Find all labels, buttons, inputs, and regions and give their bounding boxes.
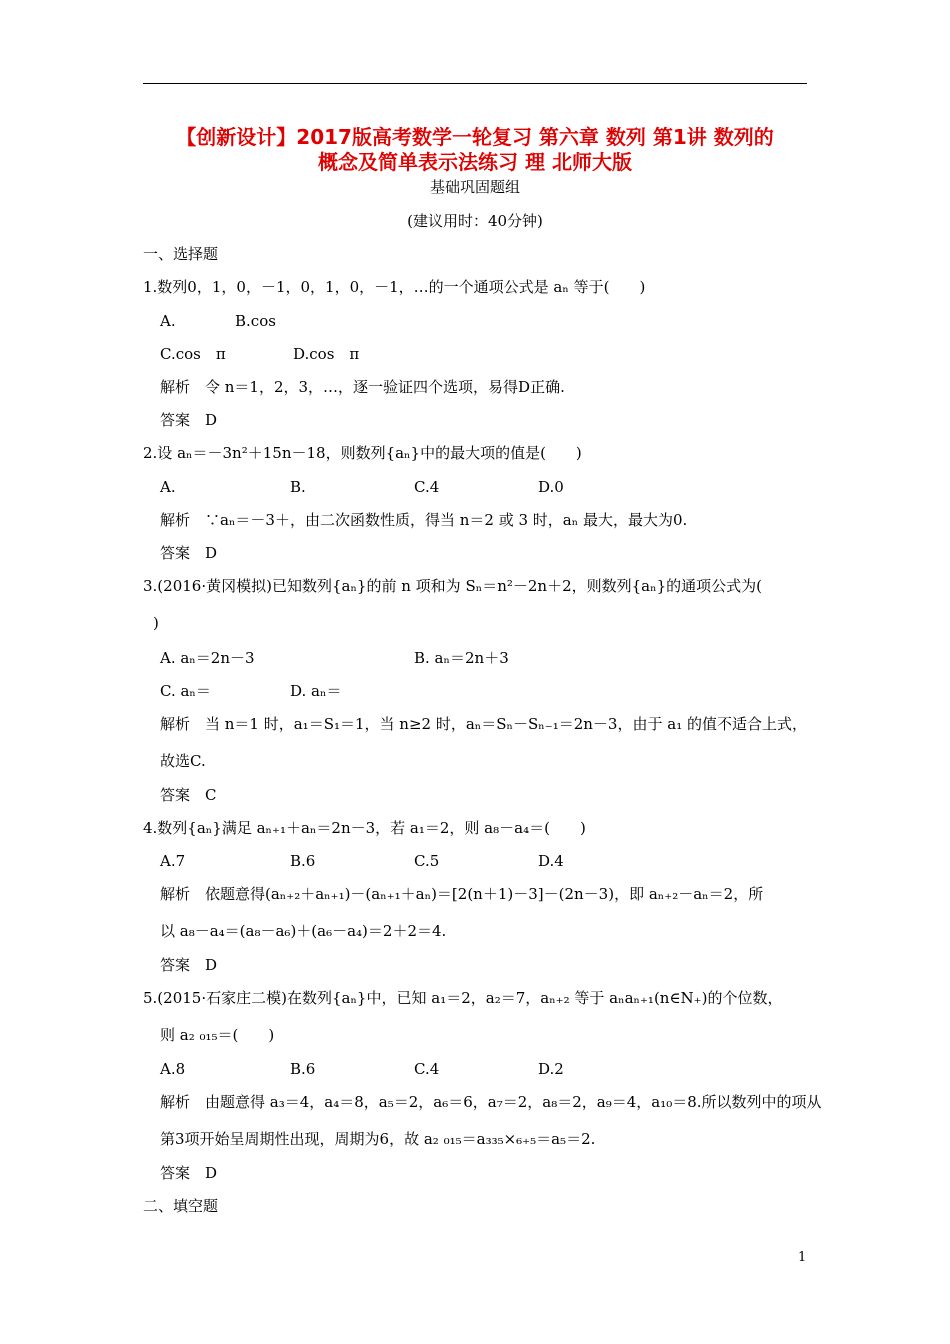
q3-stem: 3.(2016·黄冈模拟)已知数列{aₙ}的前 n 项和为 Sₙ＝n²－2n＋2，则数列{aₙ}的通项公式为( (143, 577, 763, 595)
q2-option-b: B. (290, 478, 306, 496)
q5-option-a: A.8 (160, 1060, 186, 1078)
q4-option-d: D.4 (538, 852, 564, 870)
q2-option-a: A. (160, 478, 176, 496)
q5-option-b: B.6 (290, 1060, 316, 1078)
q4-option-c: C.5 (414, 852, 440, 870)
q2-option-d: D.0 (538, 478, 564, 496)
q5-answer: 答案 D (160, 1164, 218, 1182)
q4-answer: 答案 D (160, 956, 218, 974)
q3-analysis: 解析 当 n＝1 时，a₁＝S₁＝1，当 n≥2 时，aₙ＝Sₙ－Sₙ₋₁＝2n－3，由于 a₁ 的值不适合上式， (160, 715, 807, 733)
q1-option-d: D.cos π (293, 345, 360, 363)
suggested-time: (建议用时：40分钟) (407, 212, 543, 230)
q3-option-b: B. aₙ＝2n＋3 (414, 649, 509, 667)
q1-option-b: B.cos (235, 312, 276, 330)
q1-answer: 答案 D (160, 411, 218, 429)
q1-stem: 1.数列0，1，0，－1，0，1，0，－1，…的一个通项公式是 aₙ 等于( ) (143, 278, 646, 296)
q1-option-c: C.cos π (160, 345, 226, 363)
q5-stem-cont: 则 a₂ ₀₁₅＝( ) (160, 1026, 275, 1044)
q2-option-c: C.4 (414, 478, 440, 496)
q3-option-a: A. aₙ＝2n－3 (160, 649, 255, 667)
q3-answer: 答案 C (160, 786, 217, 804)
q3-analysis-cont: 故选C. (160, 752, 206, 770)
q4-option-a: A.7 (160, 852, 186, 870)
exercise-group-label: 基础巩固题组 (429, 178, 520, 196)
q4-option-b: B.6 (290, 852, 316, 870)
q5-analysis: 解析 由题意得 a₃＝4，a₄＝8，a₅＝2，a₆＝6，a₇＝2，a₈＝2，a₉＝4，a₁₀＝8.所以数列中的项从 (160, 1093, 822, 1111)
q5-option-c: C.4 (414, 1060, 440, 1078)
q4-analysis: 解析 依题意得(aₙ₊₂＋aₙ₊₁)－(aₙ₊₁＋aₙ)＝[2(n＋1)－3]－(2n－3)，即 aₙ₊₂－aₙ＝2，所 (160, 885, 764, 903)
page-number: 1 (798, 1250, 807, 1265)
q3-option-d: D. aₙ＝ (290, 682, 342, 700)
q2-answer: 答案 D (160, 544, 218, 562)
section-heading-choice: 一、选择题 (143, 245, 219, 263)
q3-stem-end: ) (153, 614, 159, 632)
q1-analysis: 解析 令 n＝1，2，3，…，逐一验证四个选项，易得D正确. (160, 378, 565, 396)
q1-option-a: A. (160, 312, 176, 330)
q4-analysis-cont: 以 a₈－a₄＝(a₈－a₆)＋(a₆－a₄)＝2＋2＝4. (160, 922, 447, 940)
document-title-line1: 【创新设计】2017版高考数学一轮复习 第六章 数列 第1讲 数列的 (176, 125, 774, 149)
header-rule (143, 83, 807, 84)
q2-analysis: 解析 ∵aₙ＝－3＋，由二次函数性质，得当 n＝2 或 3 时，aₙ 最大，最大为0. (160, 511, 688, 529)
q5-option-d: D.2 (538, 1060, 564, 1078)
document-title-line2: 概念及简单表示法练习 理 北师大版 (318, 150, 632, 174)
q4-stem: 4.数列{aₙ}满足 aₙ₊₁＋aₙ＝2n－3，若 a₁＝2，则 a₈－a₄＝( ) (143, 819, 586, 837)
q3-option-c: C. aₙ＝ (160, 682, 211, 700)
q5-stem: 5.(2015·石家庄二模)在数列{aₙ}中，已知 a₁＝2，a₂＝7，aₙ₊₂ 等于 aₙaₙ₊₁(n∈N₊)的个位数， (143, 989, 783, 1007)
q2-stem: 2.设 aₙ＝－3n²＋15n－18，则数列{aₙ}中的最大项的值是( ) (143, 444, 582, 462)
section-heading-fill: 二、填空题 (143, 1197, 219, 1215)
q5-analysis-cont: 第3项开始呈周期性出现，周期为6，故 a₂ ₀₁₅＝a₃₃₅×₆₊₅＝a₅＝2. (160, 1130, 596, 1148)
